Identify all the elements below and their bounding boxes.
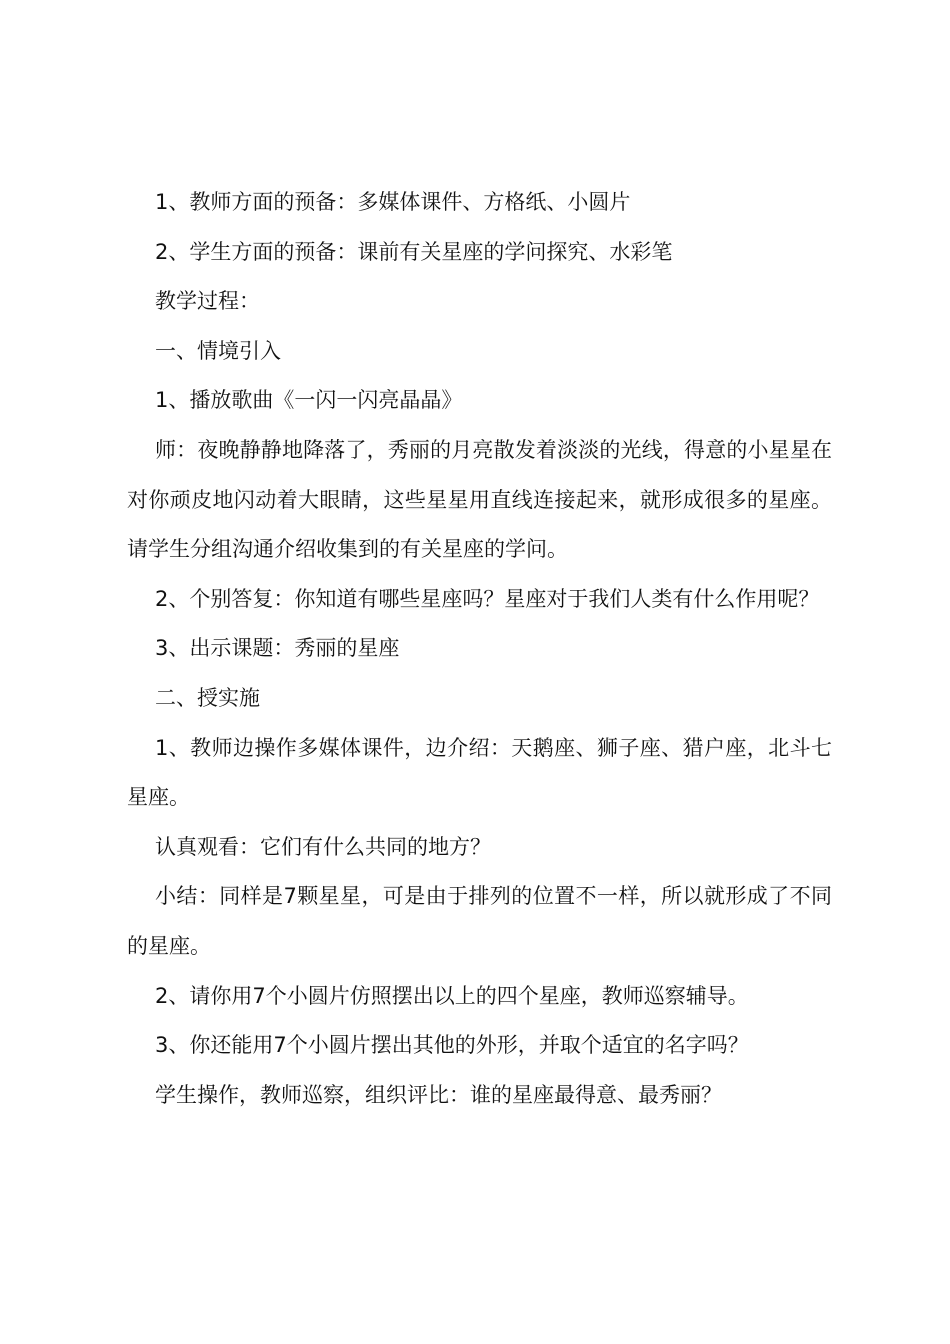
paragraph-summary: 小结：同样是7颗星星，可是由于排列的位置不一样，所以就形成了不同的星座。	[127, 884, 832, 958]
paragraph-courseware-intro: 1、教师边操作多媒体课件，边介绍：天鹅座、狮子座、猎户座，北斗七星座。	[127, 735, 832, 810]
paragraph-student-operation: 学生操作，教师巡察，组织评比：谁的星座最得意、最秀丽？	[155, 1082, 722, 1107]
paragraph-observe: 认真观看：它们有什么共同的地方？	[155, 834, 491, 859]
paragraph-individual-answer: 2、个别答复：你知道有哪些星座吗？星座对于我们人类有什么作用呢？	[155, 586, 820, 611]
document-body	[127, 178, 832, 1120]
heading-section-one: 一、情境引入	[155, 338, 281, 363]
heading-teaching-process: 教学过程：	[155, 289, 260, 314]
paragraph-other-shapes: 3、你还能用7个小圆片摆出其他的外形，并取个适宜的名字吗？	[155, 1033, 749, 1058]
paragraph-teacher-intro: 师：夜晚静静地降落了，秀丽的月亮散发着淡淡的光线，得意的小星星在对你顽皮地闪动着大眼睛，这些星星用直线连接起来，就形成很多的星座。请学生分组沟通介绍收集到的有关星座的学问。	[127, 437, 832, 562]
paragraph-arrange-circles: 2、请你用7个小圆片仿照摆出以上的四个星座，教师巡察辅导。	[155, 983, 749, 1008]
paragraph-teacher-prep: 1、教师方面的预备：多媒体课件、方格纸、小圆片	[155, 190, 631, 214]
heading-section-two: 二、授实施	[155, 685, 260, 710]
paragraph-play-song: 1、播放歌曲《一闪一闪亮晶晶》	[155, 388, 463, 413]
paragraph-show-topic: 3、出示课题：秀丽的星座	[155, 636, 400, 661]
paragraph-student-prep: 2、学生方面的预备：课前有关星座的学问探究、水彩笔	[155, 239, 673, 264]
